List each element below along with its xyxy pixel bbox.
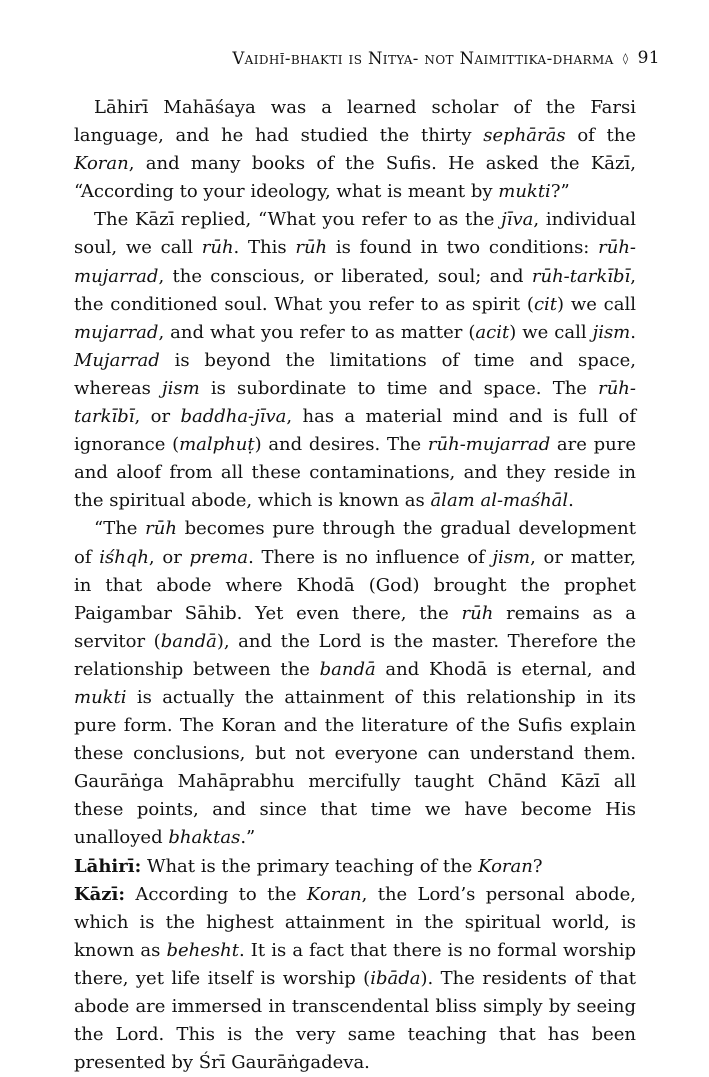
text-run: is beyond the limitations of time and space, whereas xyxy=(74,349,636,399)
text-run: Kāzī: xyxy=(74,883,126,905)
text-run: What is the primary teaching of the xyxy=(141,855,479,877)
text-run: , or xyxy=(148,546,190,568)
text-run: prema xyxy=(189,546,249,568)
text-run: . There is no influence of xyxy=(248,546,493,568)
text-run: bandā xyxy=(160,630,217,652)
text-run: iśhqh xyxy=(99,546,149,568)
text-run: rūh-tarkībī xyxy=(531,265,631,287)
text-run: behesht xyxy=(166,939,239,961)
text-run: ), and the Lord is the master. Therefore the relationship between the xyxy=(74,630,637,680)
text-run: . xyxy=(630,321,636,343)
text-run: becomes pure through the gradual development of xyxy=(74,518,636,568)
text-run: rūh-tarkībī xyxy=(74,377,636,428)
text-run: . xyxy=(568,490,574,512)
text-run: . This xyxy=(233,237,296,259)
page-number: 91 xyxy=(637,48,660,68)
text-run: jism xyxy=(162,377,200,399)
text-run: mukti xyxy=(498,181,551,203)
text-run: is found in two conditions: xyxy=(327,237,599,259)
page-body xyxy=(74,94,636,1077)
text-run: Lāhirī: xyxy=(74,855,142,877)
text-run: remains as a servitor ( xyxy=(74,602,636,652)
text-run: ibāda xyxy=(370,967,421,989)
text-run: rūh xyxy=(295,237,328,259)
paragraph-kazi-reply xyxy=(74,206,636,515)
text-run: ) we call xyxy=(509,321,593,343)
text-run: rūh-mujarrad xyxy=(74,237,636,287)
text-run: , or xyxy=(134,406,181,428)
text-run: of the xyxy=(565,125,636,147)
text-run: , and what you refer to as matter ( xyxy=(158,321,476,343)
text-run: ? xyxy=(532,855,543,877)
running-title: Vaidhī-bhakti is Nitya- not Naimittika-dharma xyxy=(232,48,614,68)
dialogue-lahiri xyxy=(74,853,636,881)
text-run: rūh xyxy=(201,237,234,259)
text-run: The Kāzī replied, “What you refer to as the xyxy=(94,209,502,231)
text-run: mukti xyxy=(74,686,127,708)
text-run: rūh xyxy=(461,602,494,624)
text-run: jism xyxy=(592,321,631,343)
text-run: ) we call xyxy=(557,293,636,315)
text-run: acit xyxy=(475,321,510,343)
text-run: bandā xyxy=(319,658,376,680)
text-run: is actually the attainment of this relationship in its pure form. The Koran and the literature of the Sufis explain these conclusions, but not everyone can understand them. Gaurāṅga Mahāprabhu mercifully taught Chānd Kāzī all these points, and since that time we have become His unalloyed xyxy=(74,686,636,849)
text-run: ). The residents of that abode are immersed in transcendental bliss simply by seeing the Lord. This is the very same teaching that has been presented by Śrī Gaurāṅgadeva. xyxy=(74,967,636,1074)
text-run: jīva xyxy=(501,209,534,231)
lozenge-icon: ◊ xyxy=(622,51,629,65)
text-run: are pure and aloof from all these contaminations, and they reside in the spiritual abode, which is known as xyxy=(74,434,636,512)
text-run: , has a material mind and is full of ignorance ( xyxy=(74,406,637,456)
text-run: .” xyxy=(240,827,256,849)
text-run: ) and desires. The xyxy=(254,434,428,456)
text-run: Koran xyxy=(306,883,362,905)
text-run: , the conditioned soul. What you refer to as spirit ( xyxy=(74,265,636,315)
text-run: Koran xyxy=(74,153,129,175)
text-run: baddha-jīva xyxy=(180,406,287,428)
running-header xyxy=(232,48,660,68)
paragraph-lahiri-question xyxy=(74,94,636,206)
text-run: ālam al-maśhāl xyxy=(430,490,569,512)
text-run: , the conscious, or liberated, soul; and xyxy=(158,265,532,287)
text-run: mujarrad xyxy=(74,321,159,343)
text-run: “The xyxy=(94,518,146,540)
text-run: bhaktas xyxy=(168,827,241,849)
text-run: Lāhirī Mahāśaya was a learned scholar of the Farsi language, and he had studied the thirty xyxy=(74,97,636,147)
text-run: ?” xyxy=(550,181,570,203)
text-run: rūh-mujarrad xyxy=(427,434,551,456)
text-run: cit xyxy=(533,293,558,315)
text-run: is subordinate to time and space. The xyxy=(199,377,599,399)
text-run: sephārās xyxy=(483,125,566,147)
text-run: jism xyxy=(492,546,531,568)
text-run: According to the xyxy=(125,883,307,905)
paragraph-ruh-purification xyxy=(74,515,636,852)
text-run: Mujarrad xyxy=(74,349,160,371)
text-run: , the Lord’s personal abode, which is the highest attainment in the spiritual world, is known as xyxy=(74,883,637,961)
text-run: and Khodā is eternal, and xyxy=(375,658,636,680)
text-run: , and many books of the Sufis. He asked the Kāzī, “According to your ideology, what is meant by xyxy=(74,153,636,203)
text-run: Koran xyxy=(478,855,533,877)
text-run: , or matter, in that abode where Khodā (God) brought the prophet Paigambar Sāhib. Yet even there, the xyxy=(74,546,636,624)
text-run: malphuṭ xyxy=(179,434,255,456)
text-run: . It is a fact that there is no formal worship there, yet life itself is worship ( xyxy=(74,939,636,989)
dialogue-kazi xyxy=(74,881,636,1077)
text-run: rūh xyxy=(145,518,177,540)
text-run: , individual soul, we call xyxy=(74,209,636,259)
